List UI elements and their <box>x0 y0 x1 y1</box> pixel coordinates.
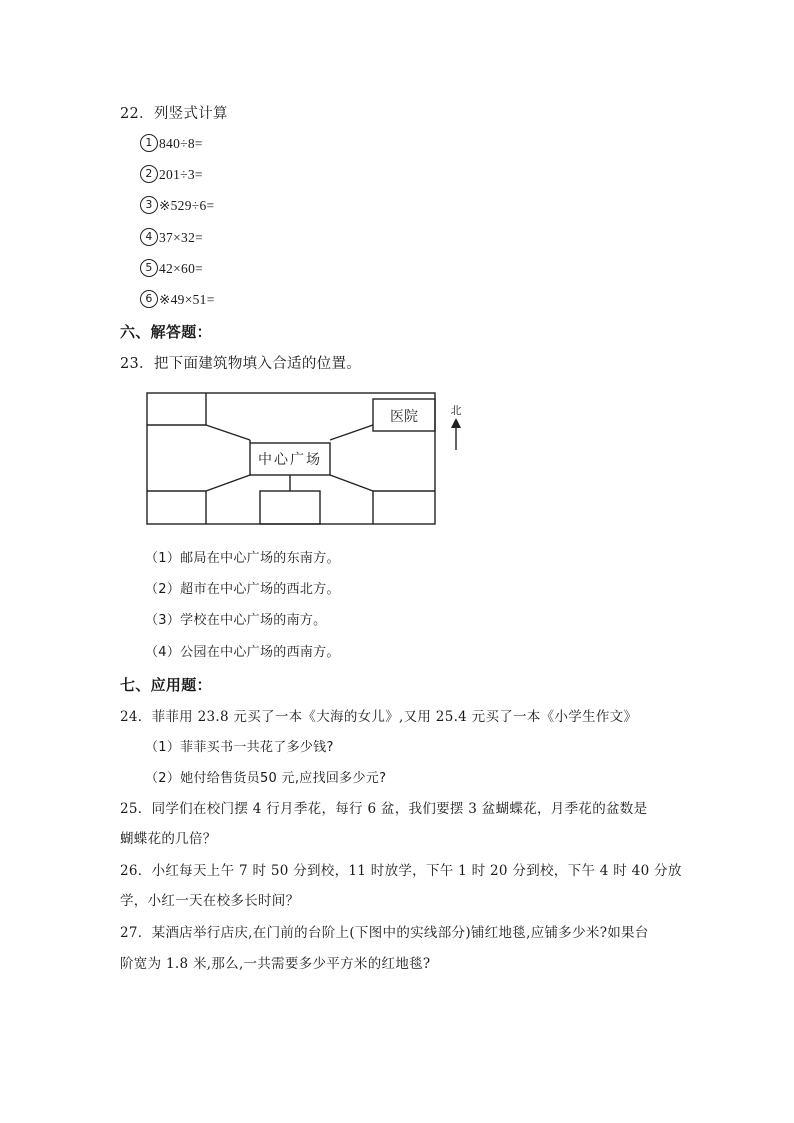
q25-line-2: 蝴蝶花的几倍？ <box>120 831 217 847</box>
south-cell <box>260 491 320 524</box>
q22-expression: ※49×51= <box>159 292 215 307</box>
north-arrow-head <box>451 418 461 428</box>
q24-item-2: （2）她付给售货员50 元,应找回多少元? <box>145 771 387 786</box>
north-label: 北 <box>450 404 462 417</box>
circled-number: 6 <box>140 290 158 308</box>
section-6-heading: 六、解答题： <box>120 323 212 341</box>
q23-item-4: （4）公园在中心广场的西南方。 <box>145 645 340 660</box>
q25-line-1: 25．同学们在校门摆 4 行月季花，每行 6 盆，我们要摆 3 盆蝴蝶花，月季花的盆数是 <box>120 801 648 817</box>
q22-item-1 <box>140 134 203 154</box>
circled-number: 3 <box>140 196 158 214</box>
circled-number: 5 <box>140 259 158 277</box>
q27-line-2: 阶宽为 1.8 米,那么,一共需要多少平方米的红地毯? <box>120 956 431 972</box>
q24-item-1: （1）菲菲买书一共花了多少钱? <box>145 740 334 755</box>
q22-expression: 201÷3= <box>159 167 203 182</box>
q22-expression: 840÷8= <box>159 136 203 151</box>
q23-item-1: （1）邮局在中心广场的东南方。 <box>145 551 340 566</box>
q23-item-3: （3）学校在中心广场的南方。 <box>145 613 327 628</box>
q23-title: 23．把下面建筑物填入合适的位置。 <box>120 356 362 372</box>
section-7-heading: 七、应用题： <box>120 676 212 694</box>
circled-number: 2 <box>140 165 158 183</box>
q27-line-1: 27．某酒店举行店庆,在门前的台阶上(下图中的实线部分)铺红地毯,应铺多少米?如果台 <box>120 925 649 941</box>
q26-line-2: 学，小红一天在校多长时间？ <box>120 893 300 909</box>
q22-item-3 <box>140 196 214 216</box>
q23-item-2: （2）超市在中心广场的西北方。 <box>145 582 340 597</box>
q22-item-6 <box>140 290 215 310</box>
q22-expression: 42×60= <box>159 261 204 276</box>
q22-title: 22．列竖式计算 <box>120 106 228 122</box>
q22-item-2 <box>140 165 203 185</box>
q24-title: 24．菲菲用 23.8 元买了一本《大海的女儿》,又用 25.4 元买了一本《小学生作文》 <box>120 709 638 725</box>
hospital-label: 医院 <box>390 409 418 425</box>
circled-number: 4 <box>140 228 158 246</box>
q22-expression: 37×32= <box>159 230 204 245</box>
q26-line-1: 26．小红每天上午 7 时 50 分到校，11 时放学，下午 1 时 20 分到校，下午 4 时 40 分放 <box>120 863 682 879</box>
building-map-diagram <box>140 388 480 533</box>
center-plaza-label: 中心广场 <box>258 452 322 468</box>
circled-number: 1 <box>140 134 158 152</box>
q22-item-5 <box>140 259 203 279</box>
q22-item-4 <box>140 228 203 248</box>
q22-expression: ※529÷6= <box>159 198 215 213</box>
